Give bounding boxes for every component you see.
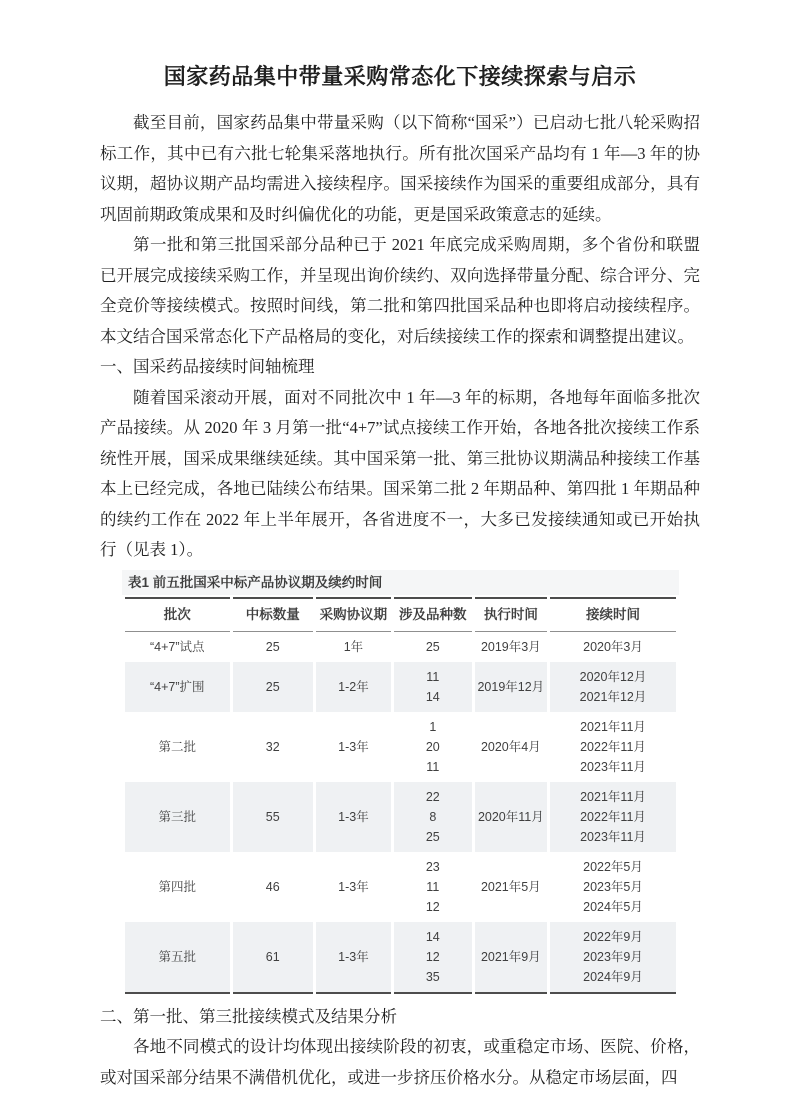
cell-agreement: 1-3年: [316, 852, 391, 922]
paragraph-intro: 截至目前，国家药品集中带量采购（以下简称“国采”）已启动七批八轮采购招标工作，其中已有六批七轮集采落地执行。所有批次国采产品均有 1 年—3 年的协议期，超协议期产品均需进入接续程序。国采接续作为国采的重要组成部分，具有巩固前期政策成果和及时纠偏优化的功能，更是国采政策意志的延续。: [100, 113, 700, 224]
cell-line: 2020年12月: [579, 669, 647, 684]
cell-batch: 第二批: [125, 712, 230, 782]
col-varieties: 涉及品种数: [394, 597, 472, 632]
cell-renewal: [550, 632, 676, 662]
cell-batch: “4+7”试点: [125, 632, 230, 662]
cell-winners: 25: [233, 632, 313, 662]
table-row: [125, 712, 676, 782]
cell-line: 25: [425, 639, 440, 654]
cell-varieties: [394, 852, 472, 922]
cell-line: 2022年11月: [580, 739, 646, 754]
cell-line: 2023年9月: [583, 949, 643, 964]
cell-line: 2021年12月: [579, 689, 647, 704]
cell-line: 35: [425, 969, 440, 984]
cell-line: 2020年3月: [583, 639, 643, 654]
cell-line: 14: [425, 929, 440, 944]
cell-varieties: [394, 782, 472, 852]
cell-agreement: 1-3年: [316, 782, 391, 852]
cell-line: 14: [425, 689, 440, 704]
cell-renewal: [550, 662, 676, 712]
table-row: [125, 852, 676, 922]
cell-renewal: [550, 782, 676, 852]
cell-execution: 2020年4月: [475, 712, 547, 782]
cell-execution: 2021年5月: [475, 852, 547, 922]
cell-line: 2022年9月: [583, 929, 643, 944]
cell-line: 2022年5月: [583, 859, 643, 874]
data-table: [122, 597, 679, 994]
col-batch: 批次: [125, 597, 230, 632]
cell-batch: 第四批: [125, 852, 230, 922]
cell-batch: “4+7”扩围: [125, 662, 230, 712]
cell-winners: 55: [233, 782, 313, 852]
document-title: 国家药品集中带量采购常态化下接续探索与启示: [163, 64, 637, 89]
paragraph-timeline: 随着国采滚动开展，面对不同批次中 1 年—3 年的标期，各地每年面临多批次产品接续。从 2020 年 3 月第一批“4+7”试点接续工作开始，各地各批次接续工作系统性开展，国采成果继续延续。其中国采第一批、第三批协议期满品种接续工作基本上已经完成，各地已陆续公布结果。国采第二批 2 年期品种、第四批 1 年期品种的续约工作在 2022 年上半年展开，各省进度不一，大多已发接续通知或已开始执行（见表 1）。: [100, 387, 700, 559]
cell-line: 12: [425, 949, 440, 964]
paragraph-batches: 第一批和第三批国采部分品种已于 2021 年底完成采购周期，多个省份和联盟已开展完成接续采购工作，并呈现出询价续约、双向选择带量分配、综合评分、完全竞价等接续模式。按照时间线，第二批和第四批国采品种也即将启动接续程序。本文结合国采常态化下产品格局的变化，对后续接续工作的探索和调整提出建议。: [100, 235, 700, 346]
cell-line: 11: [426, 669, 440, 684]
cell-line: 12: [425, 899, 440, 914]
col-agreement: 采购协议期: [316, 597, 391, 632]
cell-line: 22: [425, 789, 440, 804]
cell-renewal: [550, 712, 676, 782]
col-renewal: 接续时间: [550, 597, 676, 632]
cell-winners: 46: [233, 852, 313, 922]
cell-winners: 25: [233, 662, 313, 712]
cell-line: 2023年5月: [583, 879, 643, 894]
cell-line: 11: [426, 879, 440, 894]
cell-line: 2024年5月: [583, 899, 643, 914]
cell-line: 23: [425, 859, 440, 874]
table-title: 表1 前五批国采中标产品协议期及续约时间: [122, 570, 679, 595]
cell-execution: 2019年12月: [475, 662, 547, 712]
cell-line: 1: [429, 719, 437, 734]
cell-execution: 2020年11月: [475, 782, 547, 852]
cell-agreement: 1-3年: [316, 922, 391, 994]
col-winners: 中标数量: [233, 597, 313, 632]
table-header-row: [125, 597, 676, 632]
paragraph-analysis: 各地不同模式的设计均体现出接续阶段的初衷，或重稳定市场、医院、价格，或对国采部分结果不满借机优化，或进一步挤压价格水分。从稳定市场层面，四: [100, 1037, 700, 1087]
cell-winners: 61: [233, 922, 313, 994]
cell-line: 11: [426, 759, 440, 774]
section-heading-2: 二、第一批、第三批接续模式及结果分析: [100, 1006, 397, 1026]
cell-line: 2023年11月: [580, 829, 646, 844]
section-heading-1: 一、国采药品接续时间轴梳理: [100, 357, 315, 376]
table-row: [125, 922, 676, 994]
cell-winners: 32: [233, 712, 313, 782]
cell-line: 2021年11月: [580, 789, 646, 804]
table-row: [125, 632, 676, 662]
cell-line: 20: [425, 739, 440, 754]
cell-line: 2024年9月: [583, 969, 643, 984]
cell-agreement: 1年: [316, 632, 391, 662]
cell-varieties: [394, 712, 472, 782]
cell-execution: 2021年9月: [475, 922, 547, 994]
cell-line: 2021年11月: [580, 719, 646, 734]
cell-batch: 第五批: [125, 922, 230, 994]
cell-renewal: [550, 852, 676, 922]
cell-line: 2023年11月: [580, 759, 646, 774]
cell-varieties: [394, 632, 472, 662]
col-execution: 执行时间: [475, 597, 547, 632]
cell-line: 8: [429, 809, 437, 824]
cell-renewal: [550, 922, 676, 994]
cell-batch: 第三批: [125, 782, 230, 852]
cell-line: 2022年11月: [580, 809, 646, 824]
cell-line: 25: [425, 829, 440, 844]
cell-agreement: 1-3年: [316, 712, 391, 782]
table-row: [125, 782, 676, 852]
table-row: [125, 662, 676, 712]
cell-varieties: [394, 922, 472, 994]
cell-varieties: [394, 662, 472, 712]
table-block: [122, 570, 679, 994]
cell-execution: 2019年3月: [475, 632, 547, 662]
cell-agreement: 1-2年: [316, 662, 391, 712]
